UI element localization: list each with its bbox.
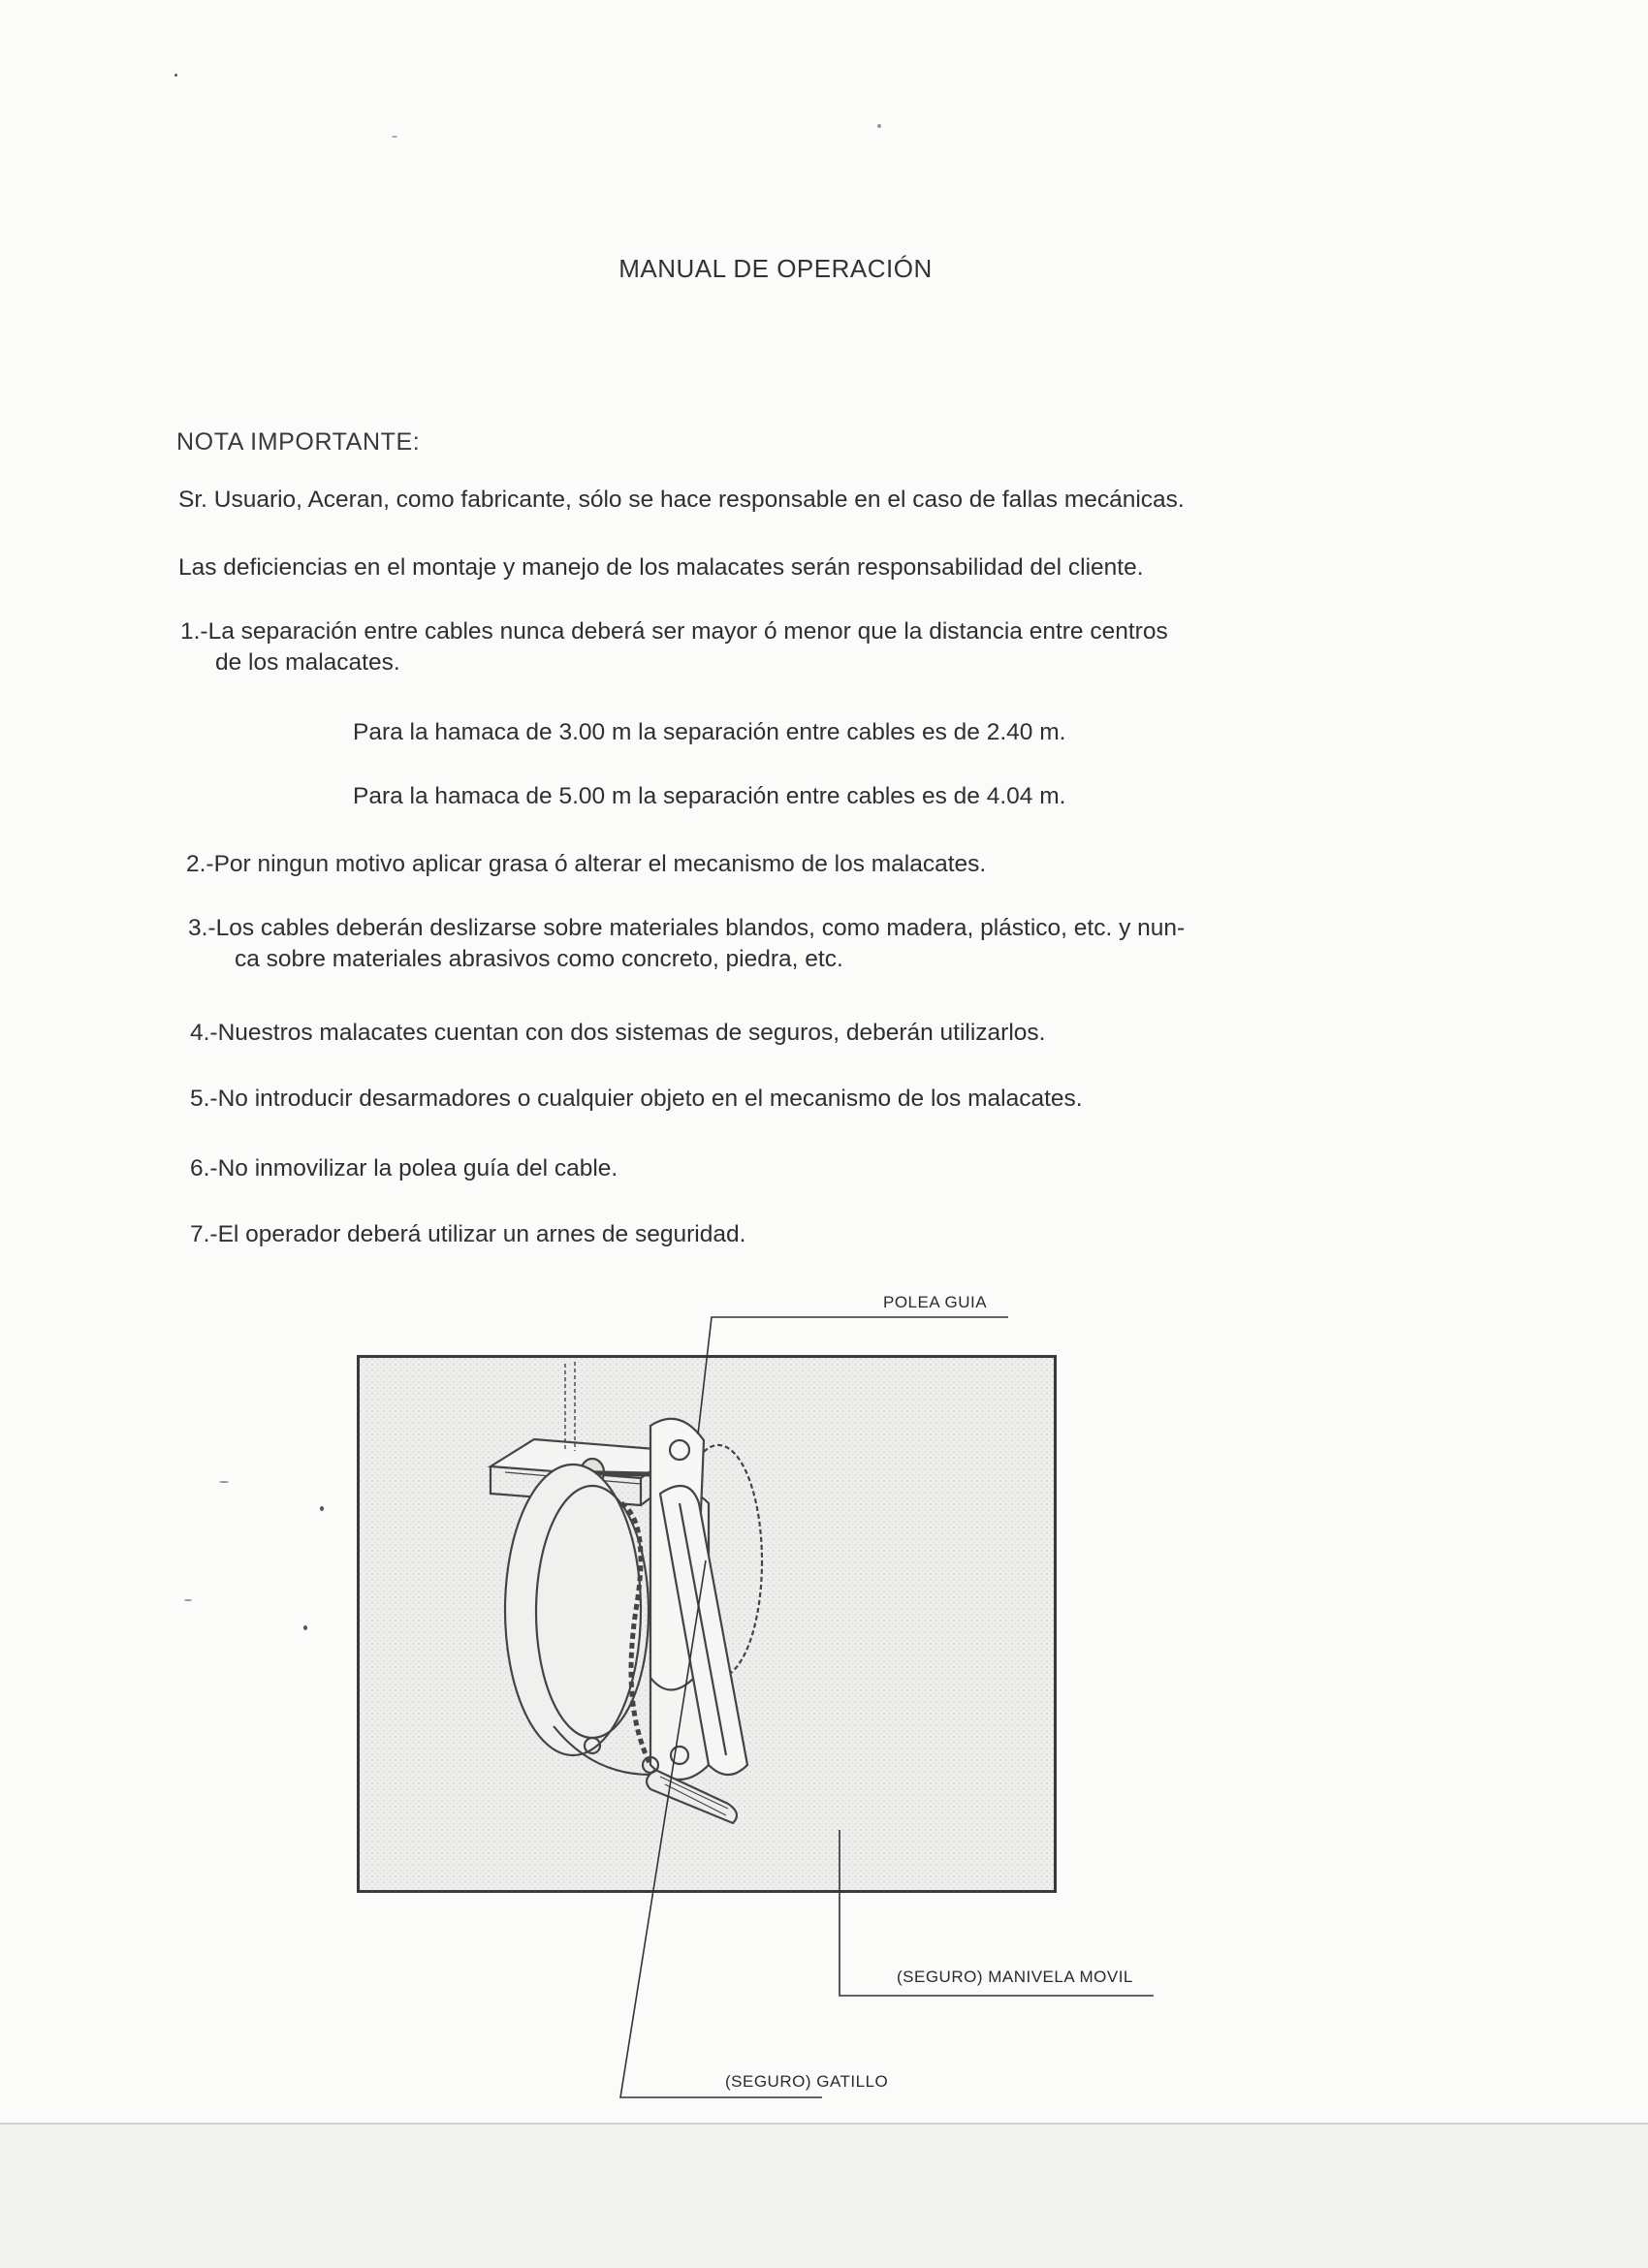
list-item-3-line1: 3.-Los cables deberán deslizarse sobre materiales blandos, como madera, plástico, etc. y nun-: [188, 915, 1186, 941]
list-item-7: [190, 1219, 745, 1250]
winch-figure: [357, 1355, 1057, 1893]
document-title: MANUAL DE OPERACIÓN: [618, 254, 933, 283]
list-item-2-line1: 2.-Por ningun motivo aplicar grasa ó alterar el mecanismo de los malacates.: [186, 851, 987, 877]
scan-speck: [392, 136, 397, 138]
list-item-7-line1: 7.-El operador deberá utilizar un arnes de seguridad.: [190, 1221, 746, 1247]
list-item-5-line1: 5.-No introducir desarmadores o cualquier objeto en el mecanismo de los malacates.: [190, 1086, 1083, 1112]
spec-line-1: Para la hamaca de 3.00 m la separación entre cables es de 2.40 m.: [353, 719, 1066, 745]
intro-paragraph-1: Sr. Usuario, Aceran, como fabricante, sólo se hace responsable en el caso de fallas mecánicas.: [178, 487, 1185, 513]
list-item-2: [186, 849, 986, 880]
intro-paragraph-2: Las deficiencias en el montaje y manejo de los malacates serán responsabilidad del cliente.: [178, 554, 1144, 581]
callout-gatillo: (SEGURO) GATILLO: [725, 2072, 889, 2091]
list-item-6: [190, 1153, 618, 1184]
list-item-4-line1: 4.-Nuestros malacates cuentan con dos sistemas de seguros, deberán utilizarlos.: [190, 1020, 1046, 1046]
list-item-3: [188, 913, 1185, 976]
spec-line-2: Para la hamaca de 5.00 m la separación entre cables es de 4.04 m.: [353, 783, 1066, 809]
list-item-1-line1: 1.-La separación entre cables nunca deberá ser mayor ó menor que la distancia entre centros: [180, 618, 1168, 645]
list-item-6-line1: 6.-No inmovilizar la polea guía del cable.: [190, 1155, 618, 1181]
note-heading: NOTA IMPORTANTE:: [176, 428, 421, 456]
list-item-1-line2: de los malacates.: [215, 649, 400, 677]
scan-speck: [320, 1506, 324, 1511]
lower-sheet-edge: [0, 2123, 1648, 2268]
list-item-4: [190, 1018, 1045, 1049]
scan-speck: [219, 1481, 229, 1483]
winch-illustration: [360, 1358, 1054, 1890]
scan-speck: [303, 1625, 307, 1630]
list-item-3-line2: ca sobre materiales abrasivos como concreto, piedra, etc.: [235, 946, 843, 973]
list-item-5: [190, 1084, 1083, 1115]
list-item-1: [180, 616, 1168, 679]
scan-speck: [877, 124, 881, 128]
scan-speck: [184, 1599, 192, 1601]
callout-manivela-movil: (SEGURO) MANIVELA MOVIL: [897, 1968, 1133, 1986]
callout-polea-guia: POLEA GUIA: [883, 1293, 988, 1311]
scan-speck: [174, 74, 177, 77]
